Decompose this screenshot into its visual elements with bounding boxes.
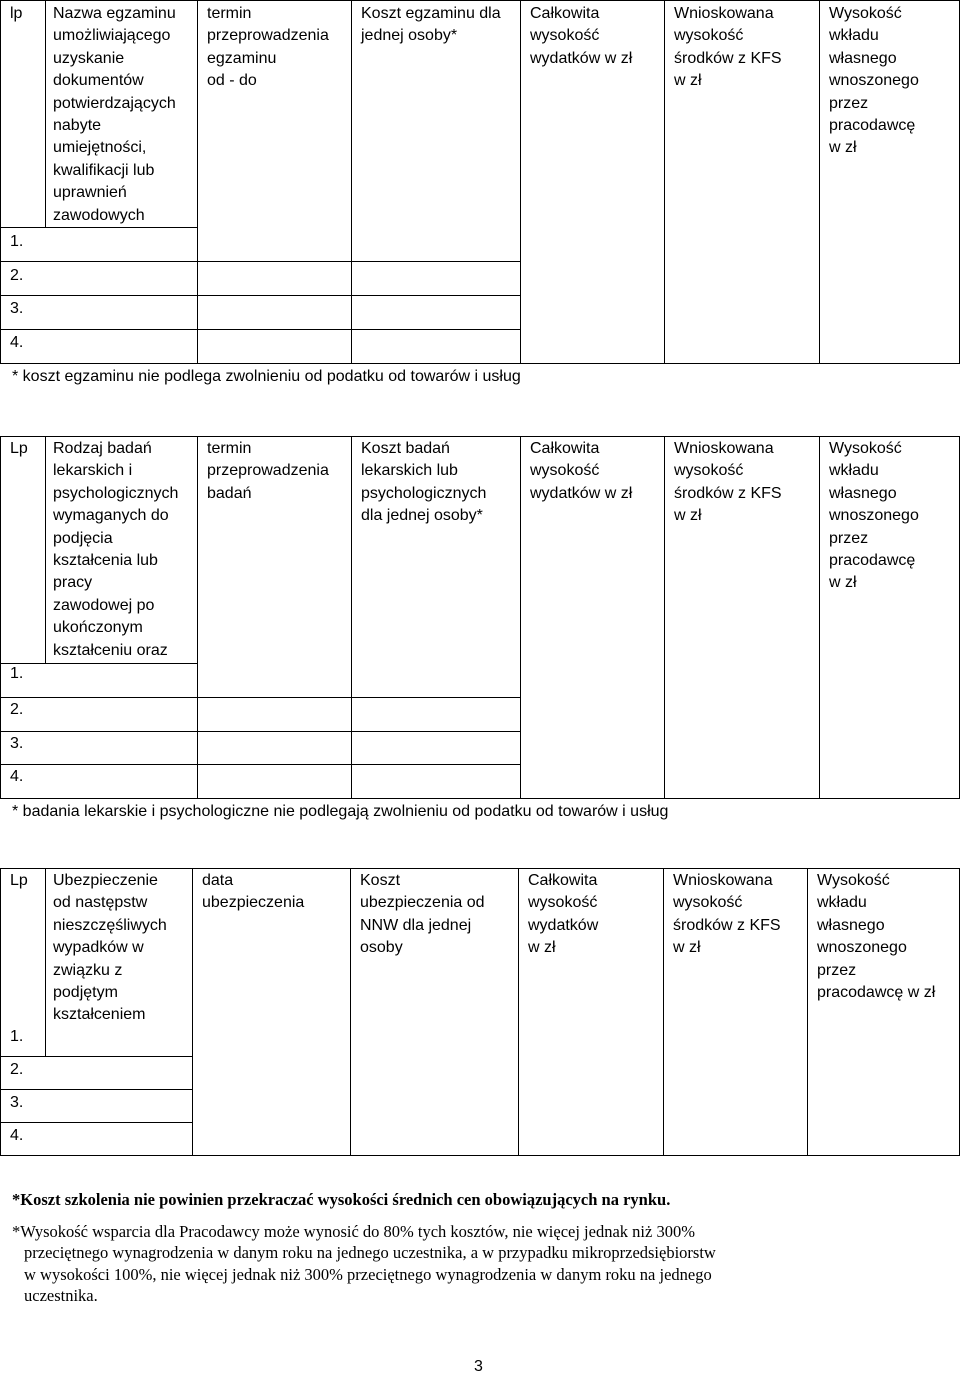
t3-row-number: 2. [10, 1061, 24, 1078]
header-line: kształcenia lub [53, 552, 158, 570]
header-line: własnego [829, 484, 897, 502]
t3-row-number: 4. [10, 1127, 24, 1144]
header-line: Wysokość [829, 440, 902, 457]
header-line: wydatków w zł [530, 49, 633, 67]
header-line: przeprowadzenia [207, 462, 329, 480]
t1-header-employer-contribution [829, 3, 919, 160]
t2-row-number: 3. [10, 735, 24, 752]
header-line: potwierdzających [53, 94, 176, 112]
header-line: psychologicznych [53, 484, 179, 502]
header-line: Koszt [360, 872, 401, 889]
t2-header-cost-per-person [361, 438, 486, 528]
header-line: środków z KFS [674, 484, 782, 502]
header-line: Ubezpieczenie [53, 872, 158, 889]
header-line: osoby [360, 939, 403, 957]
header-line: wydatków [528, 916, 599, 934]
t3-header-lp [10, 870, 28, 892]
header-line: wypadków w [53, 939, 144, 957]
header-line: pracodawcę [829, 552, 916, 570]
header-line: od - do [207, 72, 257, 90]
header-line: zawodowych [53, 206, 145, 224]
header-line: lekarskich lub [361, 462, 458, 480]
header-line: przez [817, 961, 857, 979]
header-line: wkładu [829, 27, 879, 45]
header-line: podjęcia [53, 529, 113, 547]
header-line: termin [207, 440, 252, 457]
header-line: nabyte [53, 117, 102, 135]
header-line: Całkowita [530, 440, 600, 457]
note-support-line-4: uczestnika. [24, 1286, 98, 1305]
header-line: kwalifikacji lub [53, 161, 155, 179]
header-line: wysokość [528, 894, 598, 912]
t3-row-number: 3. [10, 1094, 24, 1111]
header-line: wkładu [817, 894, 867, 912]
t1-header-exam-name [53, 3, 176, 227]
header-line: przeprowadzenia [207, 27, 329, 45]
t1-row-number: 1. [10, 233, 24, 250]
note-support-line-1: *Wysokość wsparcia dla Pracodawcy może wynosić do 80% tych kosztów, nie więcej jednak niż 300% [12, 1222, 695, 1241]
t1-header-total-expenses [530, 3, 632, 70]
header-line: Wysokość [829, 5, 902, 22]
header-line: egzaminu [207, 49, 277, 67]
header-line: jednej osoby* [361, 27, 458, 45]
header-line: wnoszonego [829, 507, 919, 525]
header-line: Wnioskowana [674, 5, 774, 22]
header-line: w zł [674, 507, 702, 525]
header-line: kształceniu oraz [53, 641, 168, 659]
page-number: 3 [474, 1358, 483, 1375]
header-line: Lp [10, 872, 28, 889]
t1-header-cost-per-person [361, 3, 501, 48]
t3-row-number: 1. [10, 1028, 24, 1045]
header-line: w zł [673, 939, 701, 957]
header-line: związku z [53, 961, 123, 979]
t3-header-insurance-date [202, 870, 304, 915]
header-line: Całkowita [528, 872, 598, 889]
t1-header-exam-date [207, 3, 329, 93]
header-line: wysokość [530, 462, 600, 480]
t1-row-number: 3. [10, 300, 24, 317]
header-line: wydatków w zł [530, 484, 633, 502]
header-line: od następstw [53, 894, 148, 912]
header-line: dla jednej osoby* [361, 507, 483, 525]
header-line: przez [829, 529, 869, 547]
t3-header-kfs-amount [673, 870, 781, 960]
header-line: ukończonym [53, 619, 143, 637]
t2-row-number: 4. [10, 768, 24, 785]
t2-row-number: 1. [10, 665, 24, 682]
t3-header-total-expenses [528, 870, 598, 960]
t1-header-lp [10, 3, 22, 25]
header-line: środków z KFS [673, 916, 781, 934]
header-line: uprawnień [53, 184, 127, 202]
note-training-cost: *Koszt szkolenia nie powinien przekraczać wysokości średnich cen obowiązujących na rynku. [12, 1190, 671, 1209]
header-line: Koszt badań [361, 440, 450, 457]
header-line: nieszczęśliwych [53, 916, 167, 934]
t2-footnote: * badania lekarskie i psychologiczne nie podlegają zwolnieniu od podatku od towarów i usług [12, 803, 669, 820]
header-line: własnego [817, 916, 885, 934]
header-line: pracodawcę [829, 117, 916, 135]
t1-row-number: 2. [10, 267, 24, 284]
header-line: dokumentów [53, 72, 144, 90]
t3-header-cost-per-person [360, 870, 485, 960]
t1-row-number: 4. [10, 334, 24, 351]
t1-header-kfs-amount [674, 3, 782, 93]
header-line: podjętym [53, 984, 118, 1002]
t2-header-kfs-amount [674, 438, 782, 528]
header-line: wkładu [829, 462, 879, 480]
header-line: psychologicznych [361, 484, 487, 502]
header-line: środków z KFS [674, 49, 782, 67]
header-line: termin [207, 5, 252, 22]
header-line: przez [829, 94, 869, 112]
header-line: w zł [674, 72, 702, 90]
t3-header-insurance-type [53, 870, 167, 1027]
header-line: data [202, 872, 234, 889]
header-line: w zł [829, 574, 857, 592]
header-line: wysokość [530, 27, 600, 45]
t2-header-total-expenses [530, 438, 632, 505]
header-line: Koszt egzaminu dla [361, 5, 501, 22]
header-line: umiejętności, [53, 139, 147, 157]
t1-footnote: * koszt egzaminu nie podlega zwolnieniu od podatku od towarów i usług [12, 368, 521, 385]
header-line: Nazwa egzaminu [53, 5, 176, 22]
header-line: wnoszonego [817, 939, 907, 957]
t2-header-exam-date [207, 438, 329, 505]
header-line: Całkowita [530, 5, 600, 22]
header-line: własnego [829, 49, 897, 67]
note-support-line-3: w wysokości 100%, nie więcej jednak niż 300% przeciętnego wynagrodzenia w danym roku na jednego [24, 1265, 712, 1284]
header-line: lekarskich i [53, 462, 133, 480]
header-line: Wnioskowana [674, 440, 774, 457]
header-line: w zł [528, 939, 556, 957]
header-line: lp [10, 5, 23, 22]
t3-header-employer-contribution [817, 870, 935, 1004]
t2-header-employer-contribution [829, 438, 919, 595]
header-line: pracy [53, 574, 93, 592]
header-line: ubezpieczenia od [360, 894, 485, 912]
header-line: Wnioskowana [673, 872, 773, 889]
header-line: pracodawcę w zł [817, 984, 936, 1002]
header-line: Rodzaj badań [53, 440, 152, 457]
t2-header-lp [10, 438, 28, 460]
header-line: wysokość [674, 462, 744, 480]
header-line: uzyskanie [53, 49, 125, 67]
header-line: wymaganych do [53, 507, 169, 525]
header-line: wnoszonego [829, 72, 919, 90]
t2-row-number: 2. [10, 701, 24, 718]
header-line: badań [207, 484, 252, 502]
header-line: Wysokość [817, 872, 890, 889]
header-line: zawodowej po [53, 596, 155, 614]
header-line: kształceniem [53, 1006, 146, 1024]
note-support-line-2: przeciętnego wynagrodzenia w danym roku na jednego uczestnika, a w przypadku mikroprzedsiębiorstw [24, 1243, 716, 1262]
header-line: w zł [829, 139, 857, 157]
header-line: ubezpieczenia [202, 894, 305, 912]
header-line: wysokość [674, 27, 744, 45]
header-line: Lp [10, 440, 28, 457]
header-line: umożliwiającego [53, 27, 171, 45]
header-line: wysokość [673, 894, 743, 912]
header-line: NNW dla jednej [360, 916, 472, 934]
t2-header-exam-type [53, 438, 178, 662]
